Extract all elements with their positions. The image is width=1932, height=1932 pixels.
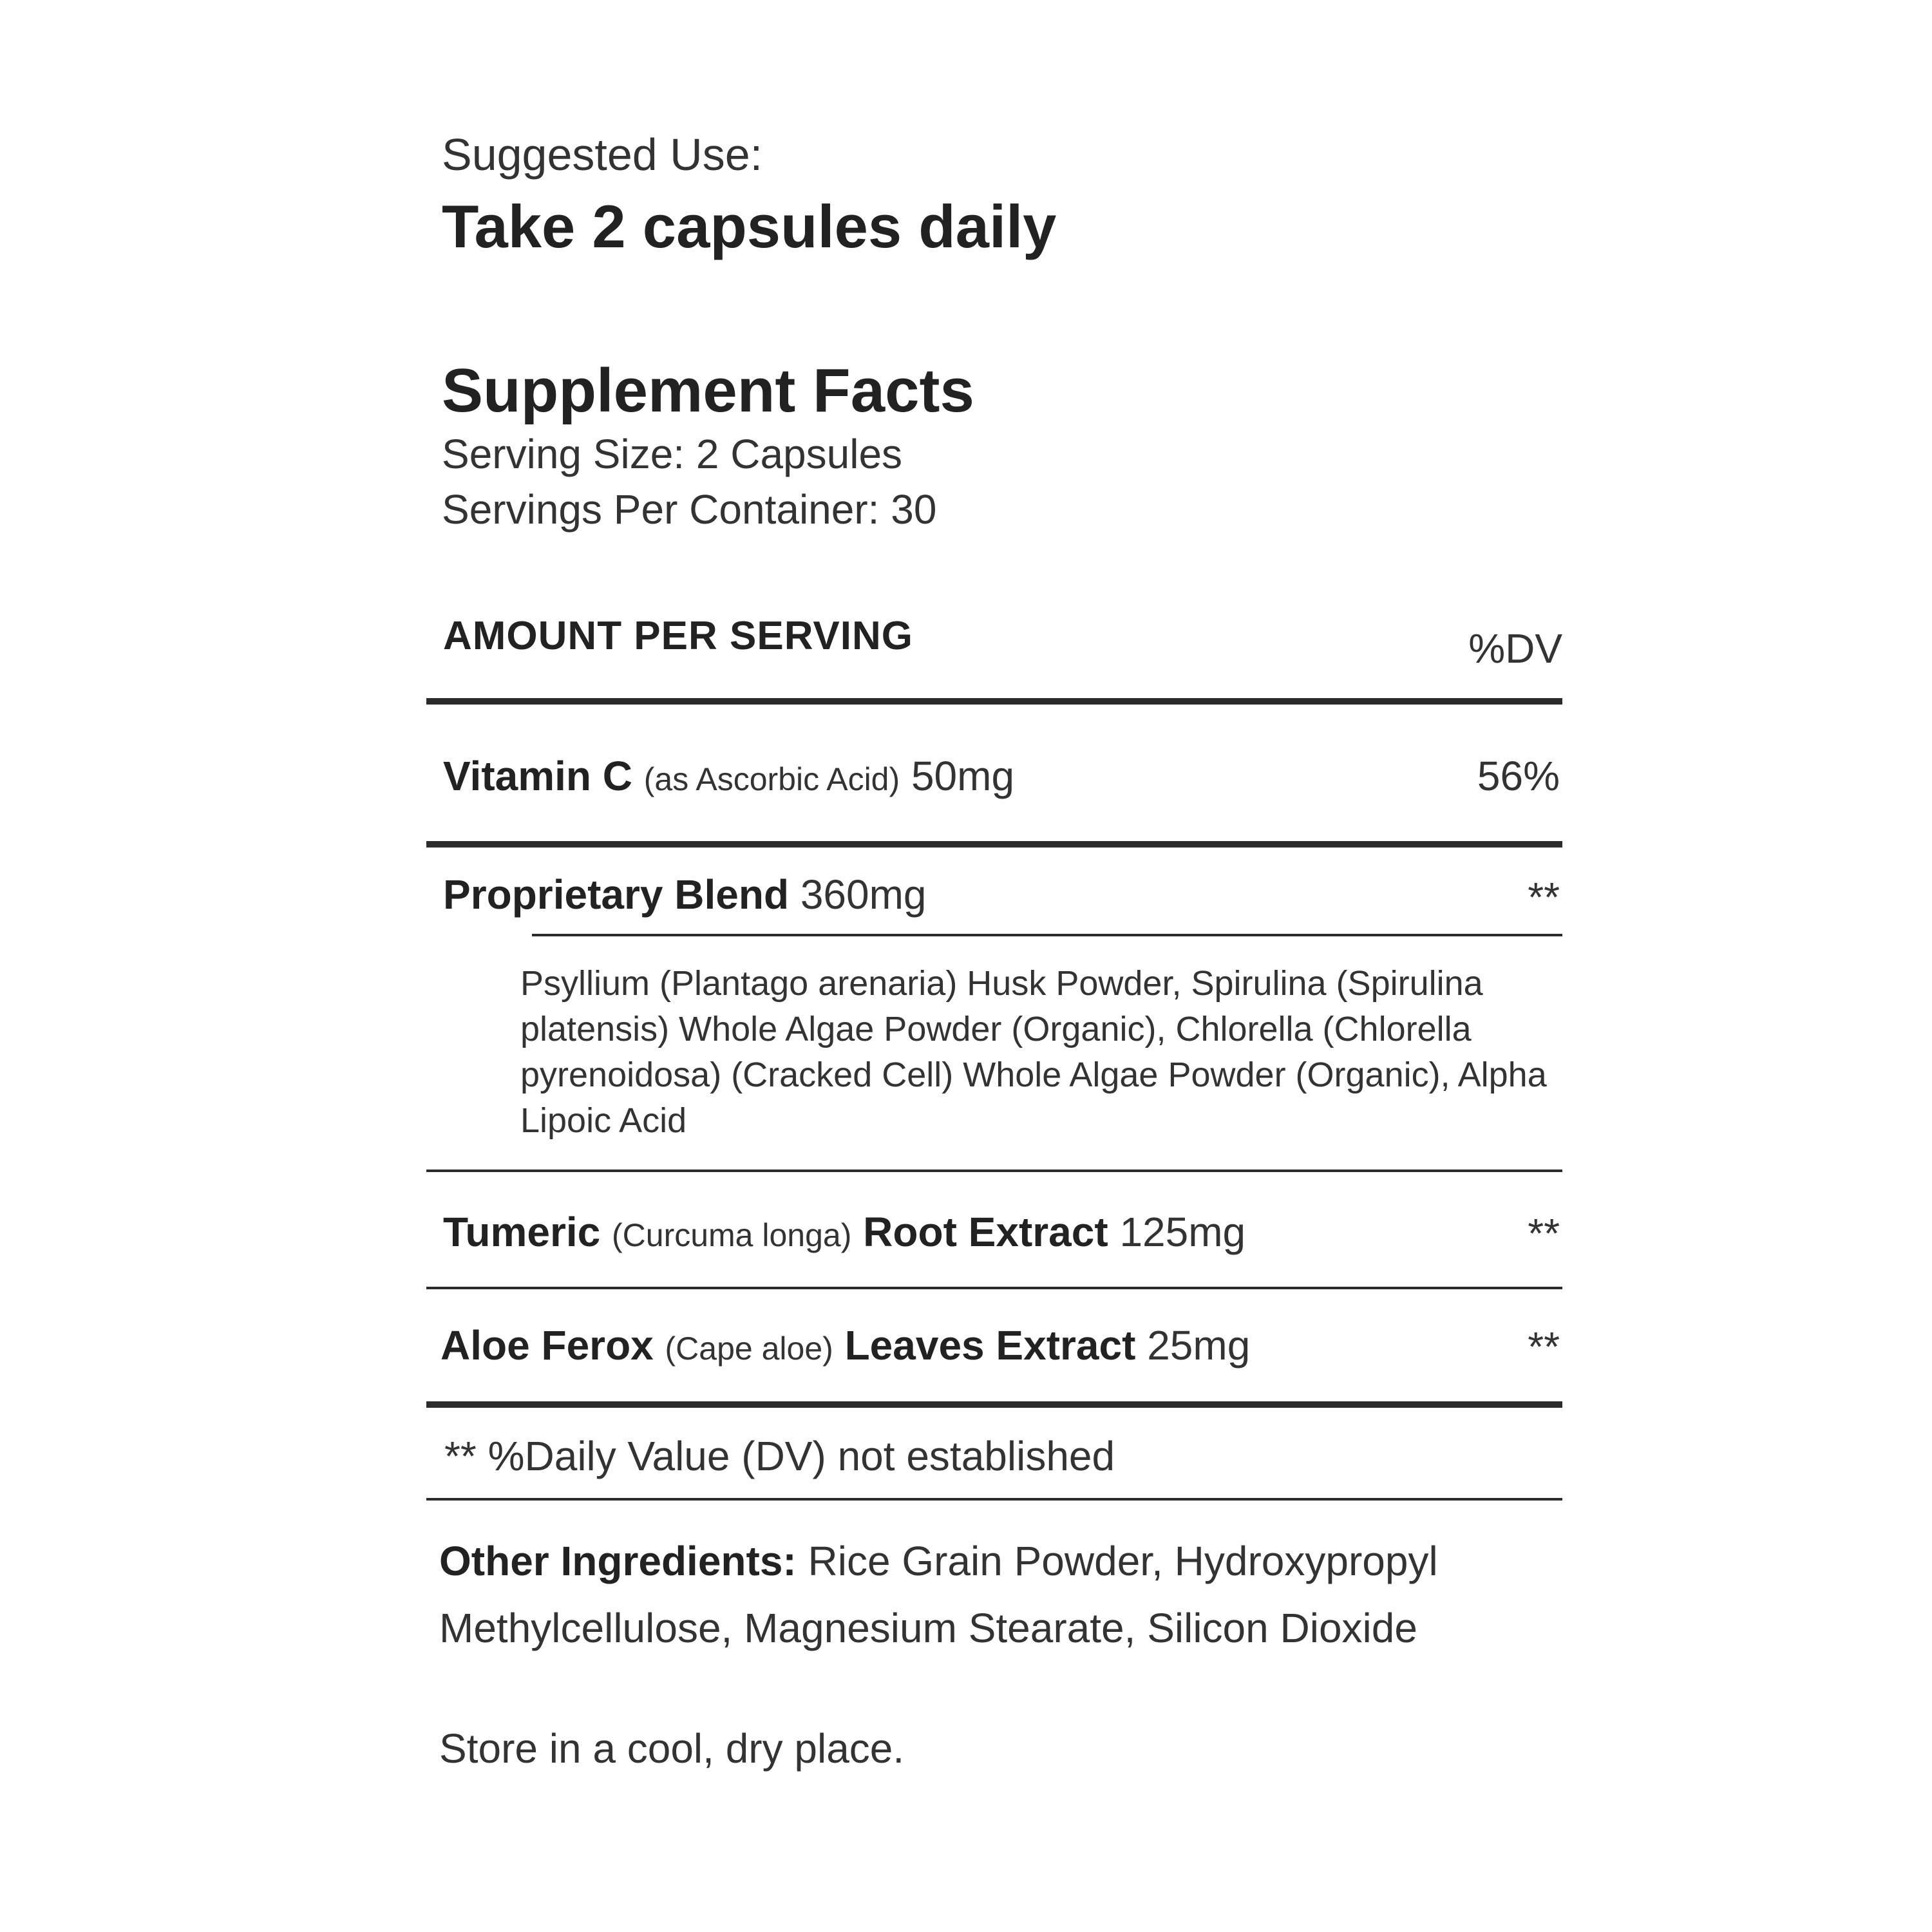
nutrient-row-dv: **	[1528, 874, 1560, 920]
row-divider	[426, 1287, 1562, 1289]
other-ingredients	[439, 1528, 1573, 1662]
nutrient-row-name: Proprietary Blend 360mg	[443, 871, 927, 918]
suggested-use-label: Suggested Use:	[442, 129, 763, 180]
blend-sub-divider	[532, 934, 1562, 936]
serving-size: Serving Size: 2 Capsules	[442, 431, 903, 477]
servings-per-container: Servings Per Container: 30	[442, 486, 937, 533]
supplement-facts-title: Supplement Facts	[442, 356, 974, 425]
nutrient-row-dv: **	[1528, 1210, 1560, 1256]
amount-per-serving-header: AMOUNT PER SERVING	[443, 614, 913, 658]
dv-header: %DV	[1468, 625, 1562, 672]
dv-footnote: ** %Daily Value (DV) not established	[444, 1433, 1115, 1479]
footnote-divider	[426, 1498, 1562, 1501]
other-ingredients-text: Rice Grain Powder, Hydroxypropyl Methylcellulose, Magnesium Stearate, Silicon Dioxide	[439, 1538, 1438, 1651]
storage-instructions: Store in a cool, dry place.	[439, 1725, 905, 1772]
nutrient-row-name: Vitamin C (as Ascorbic Acid) 50mg	[443, 753, 1015, 799]
suggested-use-value: Take 2 capsules daily	[442, 193, 1057, 260]
table-bottom-divider	[426, 1401, 1562, 1408]
row-divider	[426, 1170, 1562, 1172]
header-divider	[426, 698, 1562, 705]
other-ingredients-label: Other Ingredients:	[439, 1538, 797, 1584]
nutrient-row-dv: 56%	[1477, 753, 1560, 799]
nutrient-row-dv: **	[1528, 1323, 1560, 1370]
row-divider	[426, 841, 1562, 848]
blend-ingredients: Psyllium (Plantago arenaria) Husk Powder, Spirulina (Spirulina platensis) Whole Algae Powder (Organic), Chlorella (Chlorella pyrenoidosa) (Cracked Cell) Whole Algae Powder (Organic), Alpha Lipoic Acid	[520, 964, 1547, 1140]
nutrient-row-name: Aloe Ferox (Cape aloe) Leaves Extract 25mg	[440, 1322, 1251, 1368]
nutrient-row-name: Tumeric (Curcuma longa) Root Extract 125mg	[443, 1209, 1246, 1255]
